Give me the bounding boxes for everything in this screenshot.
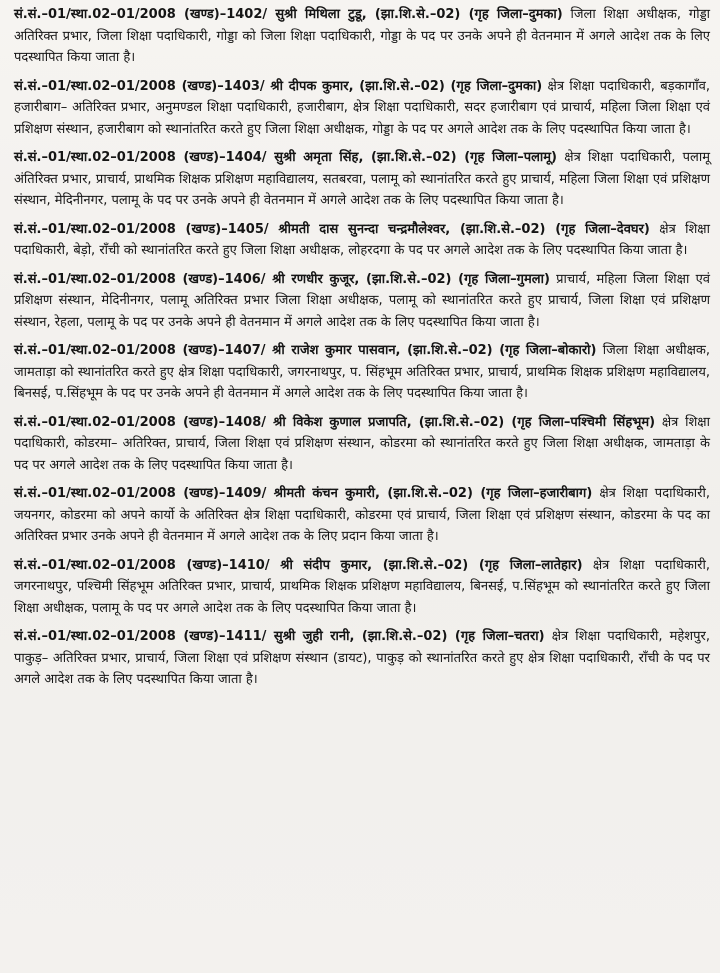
order-entry-heading: सं.सं.–01/स्था.02–01/2008 (खण्ड)–1405/ श्रीमती दास सुनन्दा चन्द्रमौलेश्वर, (झा.शि.से.–02) (गृह जिला–देवघर) <box>14 221 650 237</box>
order-entry-heading: सं.सं.–01/स्था.02–01/2008 (खण्ड)–1408/ श्री विकेश कुणाल प्रजापति, (झा.शि.से.–02) (गृह जिला–पश्चिमी सिंहभूम) <box>14 414 656 430</box>
order-entry-1411 <box>14 626 710 691</box>
order-entry-heading: सं.सं.–01/स्था.02–01/2008 (खण्ड)–1407/ श्री राजेश कुमार पासवान, (झा.शि.से.–02) (गृह जिला–बोकारो) <box>14 343 597 358</box>
order-entry-heading: सं.सं.–01/स्था.02–01/2008 (खण्ड)–1410/ श्री संदीप कुमार, (झा.शि.से.–02) (गृह जिला–लातेहार) <box>14 557 583 573</box>
order-entry-1403 <box>14 76 710 141</box>
order-entry-heading: सं.सं.–01/स्था.02–01/2008 (खण्ड)–1404/ सुश्री अमृता सिंह, (झा.शि.से.–02) (गृह जिला–पलामू) <box>14 150 557 165</box>
order-entry-text: क्षेत्र शिक्षा पदाधिकारी, महेशपुर, पाकुड़– अतिरिक्त प्रभार, प्राचार्य, जिला शिक्षा एवं प्रशिक्षण संस्थान (डायट), पाकुड़ को स्थानांतरित करते हुए क्षेत्र शिक्षा पदाधिकारी, राँची के पद पर अगले आदेश तक के लिए पदस्थापित किया जाता है। <box>14 629 710 687</box>
order-entry-text: क्षेत्र शिक्षा पदाधिकारी, बेड़ो, राँची को स्थानांतरित करते हुए जिला शिक्षा अधीक्षक, लोहरदगा के पद पर अगले आदेश तक के लिए पदस्थापित किया जाता है। <box>14 221 710 258</box>
order-entry-text: क्षेत्र शिक्षा पदाधिकारी, कोडरमा– अतिरिक्त, प्राचार्य, जिला शिक्षा एवं प्रशिक्षण संस्थान, कोडरमा को स्थानांतरित करते हुए जिला शिक्षा अधीक्षक, जामताड़ा के पद पर अगले आदेश तक के लिए पदस्थापित किया जाता है। <box>14 414 710 473</box>
order-entry-text: क्षेत्र शिक्षा पदाधिकारी, जयनगर, कोडरमा को अपने कार्यो के अतिरिक्त क्षेत्र शिक्षा पदाधिकारी, कोडरमा एवं प्राचार्य, जिला शिक्षा एवं प्रशिक्षण संस्थान, कोडरमा के पद का अतिरिक्त प्रभार उनके अपने ही वेतनमान में अगले आदेश तक के लिए प्रदान किया जाता है। <box>14 486 710 544</box>
order-entry-heading: सं.सं.–01/स्था.02–01/2008 (खण्ड)–1409/ श्रीमती कंचन कुमारी, (झा.शि.से.–02) (गृह जिला–हजारीबाग) <box>14 486 593 501</box>
order-entry-1406 <box>14 269 710 334</box>
order-entry-text: क्षेत्र शिक्षा पदाधिकारी, बड़कागाँव, हजारीबाग– अतिरिक्त प्रभार, अनुमण्डल शिक्षा पदाधिकारी, हजारीबाग, क्षेत्र शिक्षा पदाधिकारी, सदर हजारीबाग एवं प्राचार्य, महिला जिला शिक्षा एवं प्रशिक्षण संस्थान, हजारीबाग को स्थानांतरित करते हुए जिला शिक्षा अधीक्षक, गोड्डा के पद पर अगले आदेश तक के लिए पदस्थापित किया जाता है। <box>14 78 710 137</box>
order-entry-1410 <box>14 555 710 620</box>
order-entry-text: जिला शिक्षा अधीक्षक, गोड्डा अतिरिक्त प्रभार, जिला शिक्षा पदाधिकारी, गोड्डा को जिला शिक्षा पदाधिकारी, गोड्डा के पद पर उनके अपने ही वेतनमान में अगले आदेश तक के लिए पदस्थापित किया जाता है। <box>14 7 710 65</box>
order-entry-heading: सं.सं.–01/स्था.02–01/2008 (खण्ड)–1411/ सुश्री जुही रानी, (झा.शि.से.–02) (गृह जिला–चतरा) <box>14 629 545 644</box>
order-entry-text: जिला शिक्षा अधीक्षक, जामताड़ा को स्थानांतरित करते हुए क्षेत्र शिक्षा पदाधिकारी, जगरनाथपुर, प. सिंहभूम अतिरिक्त प्रभार, प्राचार्य, प्राथमिक शिक्षक प्रशिक्षण महाविद्यालय, बिनसई, प.सिंहभूम के पद पर उनके अपने ही वेतनमान में अगले आदेश तक के लिए पदस्थापित किया जाता है। <box>14 343 711 401</box>
order-entry-1402 <box>14 4 710 69</box>
order-entry-heading: सं.सं.–01/स्था.02–01/2008 (खण्ड)–1406/ श्री रणधीर कुजूर, (झा.शि.से.–02) (गृह जिला–गुमला) <box>14 271 550 287</box>
order-entry-text: क्षेत्र शिक्षा पदाधिकारी, जगरनाथपुर, पश्चिमी सिंहभूम अतिरिक्त प्रभार, प्राचार्य, प्राथमिक शिक्षक प्रशिक्षण महाविद्यालय, बिनसई, प.सिंहभूम को स्थानांतरित करते हुए जिला शिक्षा अधीक्षक, पलामू के पद पर अगले आदेश तक के लिए पदस्थापित किया जाता है। <box>14 557 710 616</box>
order-entry-1409 <box>14 483 710 548</box>
order-entry-1404 <box>14 147 710 212</box>
order-entry-1405 <box>14 219 710 262</box>
order-entry-heading: सं.सं.–01/स्था.02–01/2008 (खण्ड)–1402/ सुश्री मिथिला टुडू, (झा.शि.से.–02) (गृह जिला–दुमका) <box>14 7 563 22</box>
order-entry-heading: सं.सं.–01/स्था.02–01/2008 (खण्ड)–1403/ श्री दीपक कुमार, (झा.शि.से.–02) (गृह जिला–दुमका) <box>14 78 543 94</box>
order-entry-text: प्राचार्य, महिला जिला शिक्षा एवं प्रशिक्षण संस्थान, मेदिनीनगर, पलामू अतिरिक्त प्रभार जिला शिक्षा अधीक्षक, पलामू को स्थानांतरित करते हुए प्राचार्य, जिला शिक्षा एवं प्रशिक्षण संस्थान, रेहला, पलामू के पद पर उनके अपने ही वेतनमान में अगले आदेश तक के लिए पदस्थापित किया जाता है। <box>14 271 710 330</box>
order-entry-1408 <box>14 412 710 477</box>
order-entry-1407 <box>14 340 710 405</box>
order-entry-text: क्षेत्र शिक्षा पदाधिकारी, पलामू अंतिरिक्त प्रभार, प्राचार्य, प्राथमिक शिक्षक प्रशिक्षण महाविद्यालय, सतबरवा, पलामू को स्थानांतरित करते हुए प्राचार्य, महिला जिला शिक्षा एवं प्रशिक्षण संस्थान, मेदिनीनगर, पलामू के पद पर उनके अपने ही वेतनमान में अगले आदेश तक के लिए पदस्थापित किया जाता है। <box>14 150 710 208</box>
